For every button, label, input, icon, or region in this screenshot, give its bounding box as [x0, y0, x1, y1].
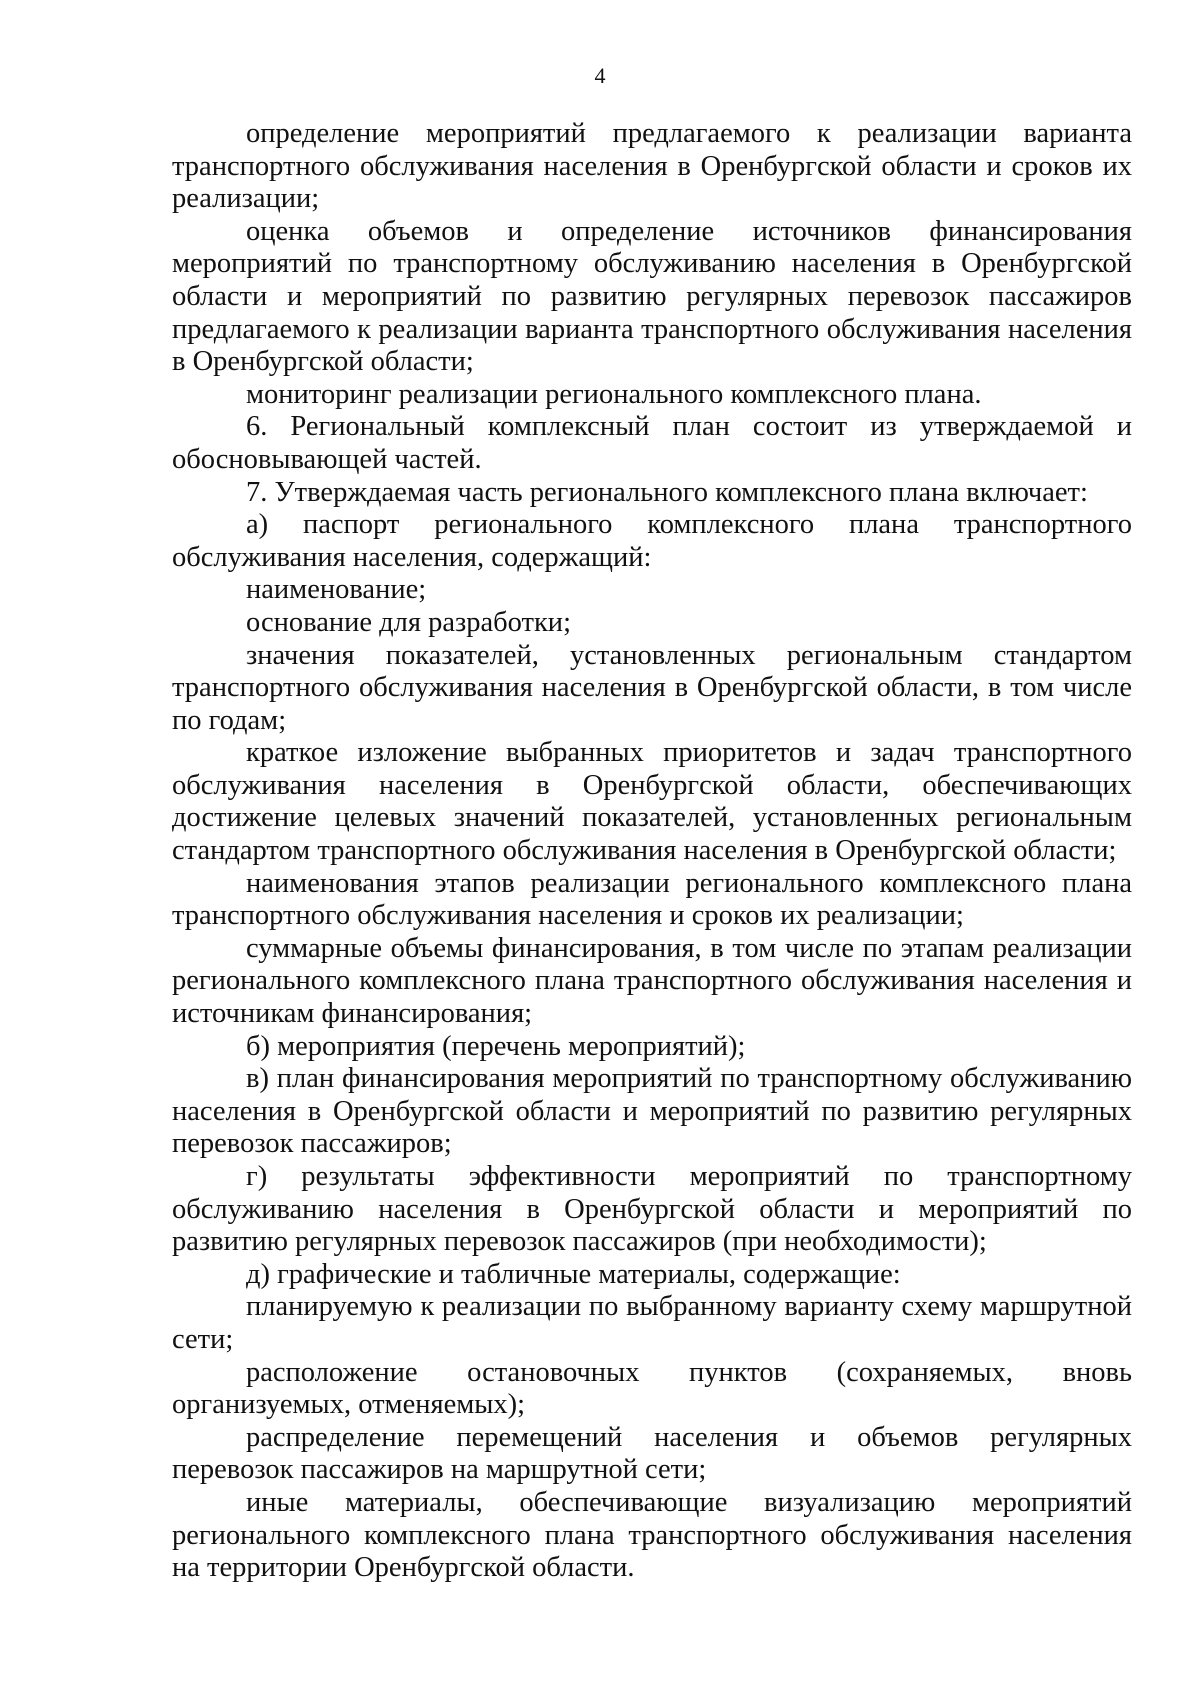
paragraph-item-7: 7. Утверждаемая часть регионального комплексного плана включает:: [246, 476, 1088, 508]
document-body: [172, 118, 1132, 1585]
paragraph-activities-definition: определение мероприятий предлагаемого к реализации варианта транспортного обслуживания населения в Оренбургской области и сроков их реализации;: [172, 118, 1132, 215]
paragraph-stages: наименования этапов реализации регионального комплексного плана транспортного обслуживания населения и сроков их реализации;: [172, 867, 1132, 932]
paragraph-priorities-summary: краткое изложение выбранных приоритетов и задач транспортного обслуживания населения в Оренбургской области, обеспечивающих достижение целевых значений показателей, установленных региональным стандартом транспортного обслуживания населения в Оренбургской области;: [172, 737, 1132, 867]
paragraph-funding-totals: суммарные объемы финансирования, в том числе по этапам реализации регионального комплексного плана транспортного обслуживания населения и источникам финансирования;: [172, 932, 1132, 1030]
paragraph-basis: основание для разработки;: [246, 606, 571, 638]
paragraph-funding-assessment: оценка объемов и определение источников финансирования мероприятий по транспортному обслуживанию населения в Оренбургской области и мероприятий по развитию регулярных перевозок пассажиров предлагаемого к реализации варианта транспортного обслуживания населения в Оренбургской области;: [172, 215, 1132, 378]
paragraph-travel-distribution: распределение перемещений населения и объемов регулярных перевозок пассажиров на маршрутной сети;: [172, 1421, 1132, 1486]
paragraph-item-7b: б) мероприятия (перечень мероприятий);: [246, 1030, 746, 1062]
paragraph-monitoring: мониторинг реализации регионального комплексного плана.: [246, 378, 982, 410]
paragraph-stop-locations: расположение остановочных пунктов (сохраняемых, вновь организуемых, отменяемых);: [172, 1356, 1132, 1421]
paragraph-indicator-values: значения показателей, установленных региональным стандартом транспортного обслуживания населения в Оренбургской области, в том числе по годам;: [172, 639, 1132, 736]
paragraph-route-scheme: планируемую к реализации по выбранному варианту схему маршрутной сети;: [172, 1291, 1132, 1355]
paragraph-item-7a: а) паспорт регионального комплексного плана транспортного обслуживания населения, содержащий:: [172, 509, 1132, 573]
paragraph-item-7v: в) план финансирования мероприятий по транспортному обслуживанию населения в Оренбургской области и мероприятий по развитию регулярных перевозок пассажиров;: [172, 1063, 1132, 1160]
paragraph-name: наименование;: [246, 574, 427, 606]
paragraph-item-6: 6. Региональный комплексный план состоит из утверждаемой и обосновывающей частей.: [172, 411, 1132, 475]
paragraph-item-7g: г) результаты эффективности мероприятий по транспортному обслуживанию населения в Оренбургской области и мероприятий по развитию регулярных перевозок пассажиров (при необходимости);: [172, 1161, 1132, 1258]
paragraph-other-materials: иные материалы, обеспечивающие визуализацию мероприятий регионального комплексного плана транспортного обслуживания населения на территории Оренбургской области.: [172, 1486, 1132, 1584]
paragraph-item-7d: д) графические и табличные материалы, содержащие:: [246, 1258, 901, 1290]
page-number: 4: [594, 63, 606, 88]
